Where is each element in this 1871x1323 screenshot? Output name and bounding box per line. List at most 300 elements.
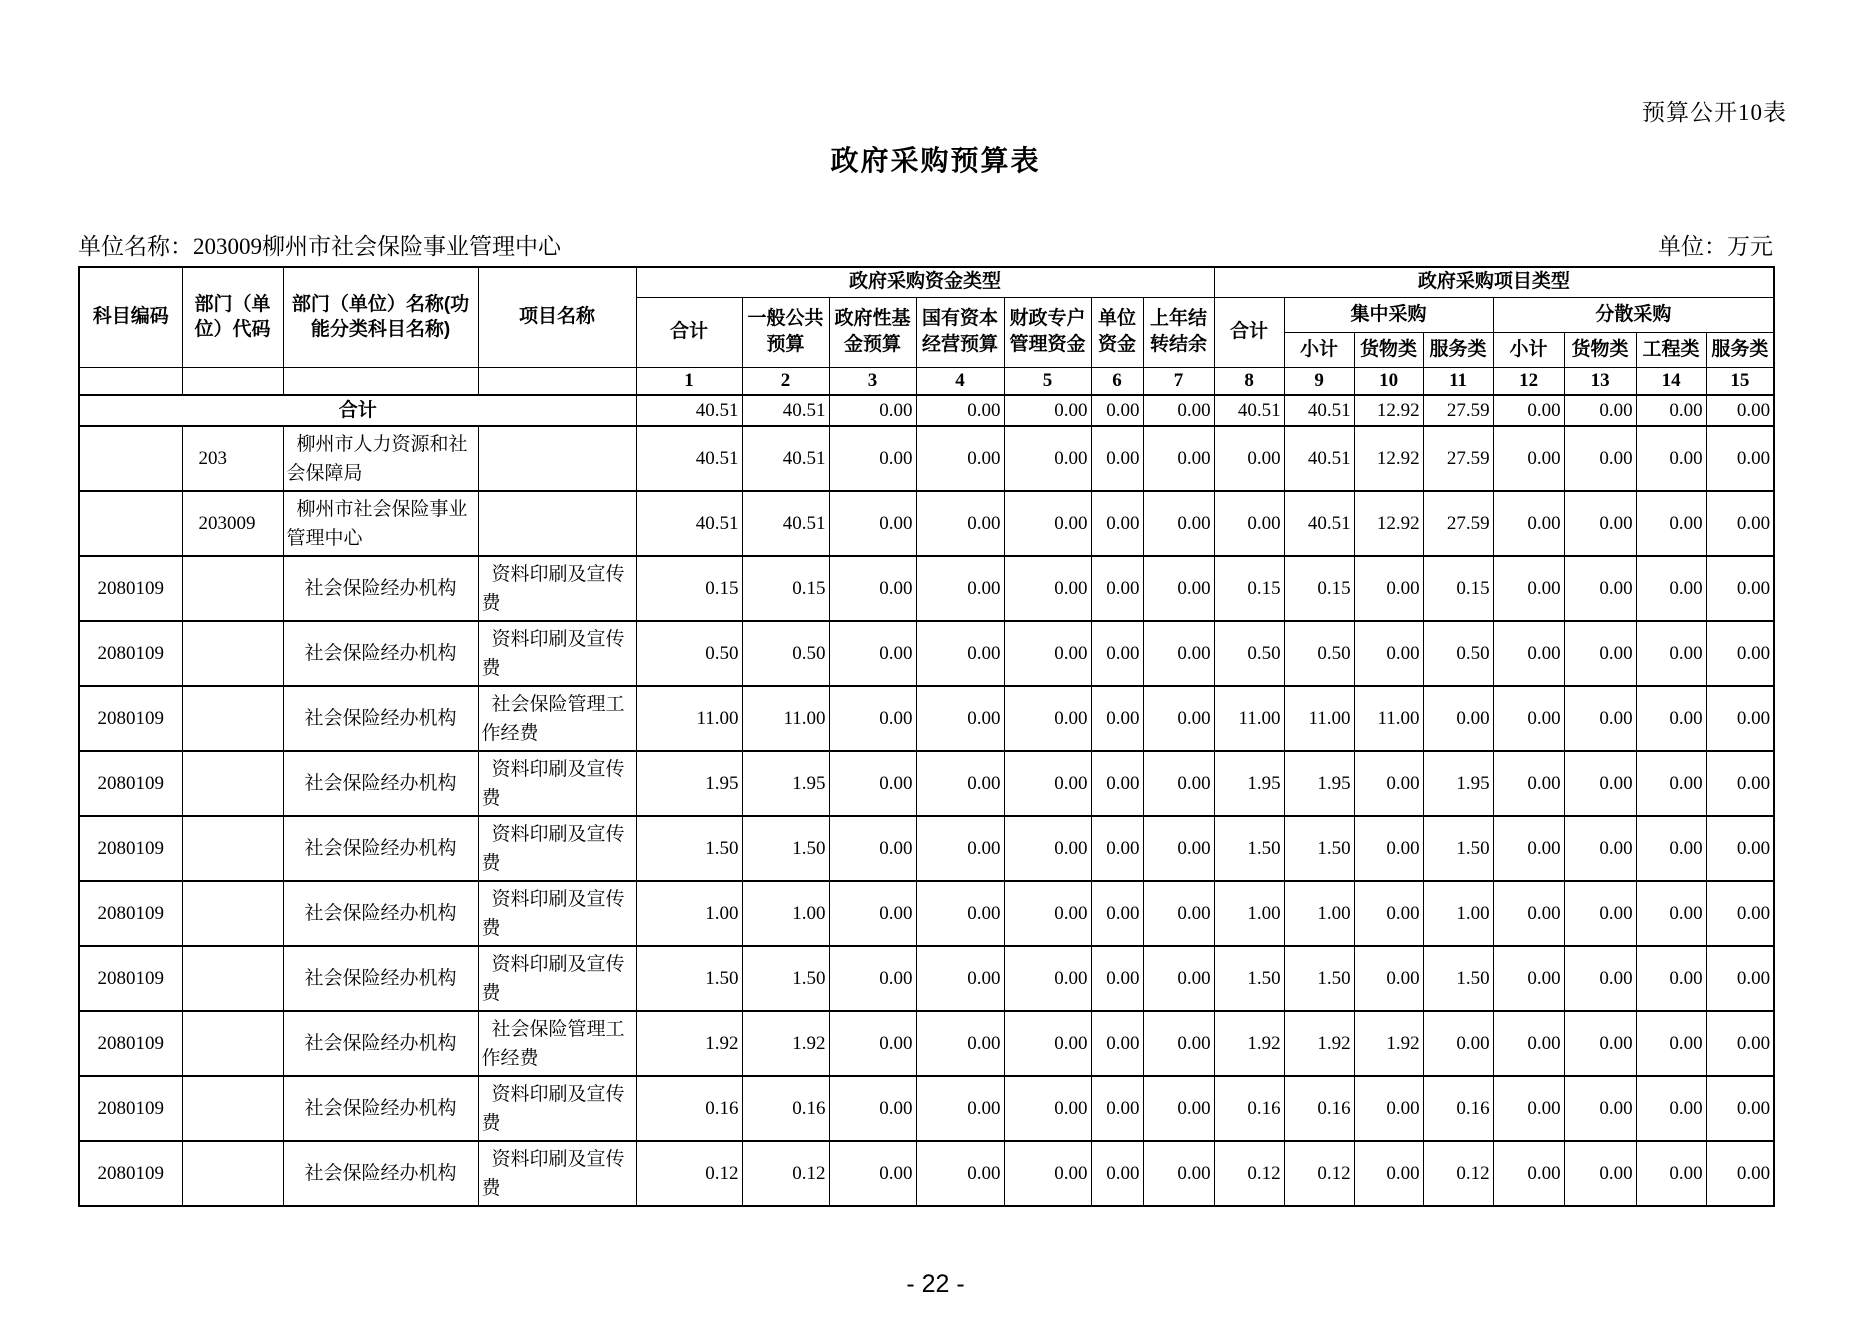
value-cell: 40.51 — [1214, 395, 1284, 426]
value-cell: 1.00 — [1423, 881, 1493, 946]
value-cell: 0.00 — [829, 621, 916, 686]
header-group-decentralized: 分散采购 — [1493, 297, 1774, 332]
value-cell: 0.00 — [1564, 946, 1636, 1011]
value-cell: 40.51 — [1284, 491, 1354, 556]
value-cell: 40.51 — [1284, 426, 1354, 491]
value-cell: 0.00 — [829, 556, 916, 621]
value-cell: 40.51 — [742, 491, 829, 556]
value-cell: 0.00 — [1706, 1076, 1774, 1141]
value-cell: 0.00 — [1091, 946, 1143, 1011]
meta-row — [78, 228, 1773, 261]
unit-name-label: 单位名称：203009柳州市社会保险事业管理中心 — [78, 234, 561, 259]
value-cell: 12.92 — [1354, 426, 1423, 491]
value-cell: 0.00 — [829, 881, 916, 946]
value-cell: 0.00 — [829, 395, 916, 426]
dept-name-cell: 社会保险经办机构 — [283, 686, 478, 751]
dept-code-cell: 203009 — [182, 491, 283, 556]
value-cell: 0.00 — [1564, 751, 1636, 816]
value-cell: 1.95 — [1423, 751, 1493, 816]
value-cell: 1.92 — [1214, 1011, 1284, 1076]
value-cell: 0.00 — [1004, 881, 1091, 946]
column-number: 7 — [1143, 367, 1214, 395]
value-cell: 0.00 — [1564, 1076, 1636, 1141]
value-cell: 0.00 — [1143, 816, 1214, 881]
value-cell: 0.00 — [1493, 621, 1564, 686]
dept-code-cell: 203 — [182, 426, 283, 491]
value-cell: 0.00 — [916, 1141, 1004, 1206]
table-row — [79, 556, 1774, 621]
column-number: 15 — [1706, 367, 1774, 395]
value-cell: 0.00 — [1493, 686, 1564, 751]
value-cell: 27.59 — [1423, 491, 1493, 556]
value-cell: 0.00 — [1493, 426, 1564, 491]
header-subject-code: 科目编码 — [79, 267, 182, 367]
value-cell: 0.00 — [1354, 1076, 1423, 1141]
value-cell: 0.00 — [1706, 426, 1774, 491]
value-cell: 0.00 — [1636, 1011, 1706, 1076]
value-cell: 0.00 — [1143, 946, 1214, 1011]
subject-code-cell: 2080109 — [79, 751, 182, 816]
value-cell: 0.00 — [1004, 556, 1091, 621]
value-cell: 0.00 — [1091, 621, 1143, 686]
header-project-type-total: 合计 — [1214, 297, 1284, 367]
subject-code-cell: 2080109 — [79, 1011, 182, 1076]
value-cell: 0.00 — [916, 946, 1004, 1011]
value-cell: 0.00 — [1091, 1076, 1143, 1141]
header-decentralized-engineering: 工程类 — [1636, 332, 1706, 367]
value-cell: 0.00 — [1636, 686, 1706, 751]
value-cell: 0.00 — [1493, 816, 1564, 881]
dept-code-cell — [182, 686, 283, 751]
column-number-row — [79, 367, 1774, 395]
number-cell-empty — [478, 367, 636, 395]
value-cell: 11.00 — [1354, 686, 1423, 751]
column-number: 11 — [1423, 367, 1493, 395]
table-row — [79, 1011, 1774, 1076]
value-cell: 0.50 — [742, 621, 829, 686]
value-cell: 0.12 — [742, 1141, 829, 1206]
value-cell: 12.92 — [1354, 395, 1423, 426]
value-cell: 0.00 — [829, 1141, 916, 1206]
dept-name-cell: 社会保险经办机构 — [283, 881, 478, 946]
value-cell: 0.00 — [1493, 556, 1564, 621]
value-cell: 1.95 — [1214, 751, 1284, 816]
table-row — [79, 1141, 1774, 1206]
value-cell: 11.00 — [1284, 686, 1354, 751]
value-cell: 0.00 — [1636, 491, 1706, 556]
dept-name-cell: 社会保险经办机构 — [283, 1076, 478, 1141]
header-project-name: 项目名称 — [478, 267, 636, 367]
value-cell: 0.00 — [1354, 621, 1423, 686]
header-centralized-subtotal: 小计 — [1284, 332, 1354, 367]
project-name-cell: 资料印刷及宣传费 — [478, 816, 636, 881]
page-title: 政府采购预算表 — [830, 145, 1041, 176]
value-cell: 0.00 — [916, 751, 1004, 816]
value-cell: 1.00 — [636, 881, 742, 946]
value-cell: 40.51 — [636, 395, 742, 426]
value-cell: 1.50 — [742, 946, 829, 1011]
subject-code-cell: 2080109 — [79, 816, 182, 881]
value-cell: 0.00 — [1091, 426, 1143, 491]
value-cell: 1.50 — [1423, 816, 1493, 881]
value-cell: 0.00 — [916, 556, 1004, 621]
value-cell: 0.00 — [1214, 491, 1284, 556]
value-cell: 0.00 — [1091, 556, 1143, 621]
value-cell: 0.00 — [1564, 621, 1636, 686]
project-name-cell: 资料印刷及宣传费 — [478, 1141, 636, 1206]
value-cell: 0.00 — [1636, 816, 1706, 881]
number-cell-empty — [283, 367, 478, 395]
header-group-fund-type: 政府采购资金类型 — [636, 267, 1214, 297]
value-cell: 0.16 — [636, 1076, 742, 1141]
subject-code-cell — [79, 426, 182, 491]
value-cell: 0.00 — [829, 946, 916, 1011]
value-cell: 0.00 — [829, 751, 916, 816]
value-cell: 1.92 — [742, 1011, 829, 1076]
value-cell: 0.00 — [1423, 1011, 1493, 1076]
value-cell: 1.50 — [1284, 946, 1354, 1011]
value-cell: 0.00 — [1004, 1011, 1091, 1076]
value-cell: 0.15 — [1284, 556, 1354, 621]
value-cell: 11.00 — [742, 686, 829, 751]
value-cell: 1.92 — [1354, 1011, 1423, 1076]
grand-total-row — [79, 395, 1774, 426]
value-cell: 0.00 — [829, 426, 916, 491]
column-number: 8 — [1214, 367, 1284, 395]
value-cell: 0.00 — [1143, 881, 1214, 946]
table-row — [79, 491, 1774, 556]
value-cell: 40.51 — [742, 426, 829, 491]
header-dept-name: 部门（单位）名称(功能分类科目名称) — [283, 267, 478, 367]
value-cell: 1.50 — [636, 946, 742, 1011]
value-cell: 0.00 — [1143, 491, 1214, 556]
value-cell: 0.00 — [1493, 946, 1564, 1011]
value-cell: 0.50 — [1423, 621, 1493, 686]
value-cell: 0.00 — [1493, 1076, 1564, 1141]
table-row — [79, 946, 1774, 1011]
value-cell: 0.00 — [829, 1011, 916, 1076]
value-cell: 0.00 — [916, 491, 1004, 556]
header-group-project-type: 政府采购项目类型 — [1214, 267, 1774, 297]
value-cell: 40.51 — [742, 395, 829, 426]
value-cell: 0.00 — [1564, 556, 1636, 621]
value-cell: 0.00 — [1143, 751, 1214, 816]
dept-name-cell: 柳州市人力资源和社会保障局 — [283, 426, 478, 491]
column-number: 4 — [916, 367, 1004, 395]
value-cell: 0.00 — [1004, 621, 1091, 686]
value-cell: 0.00 — [1091, 686, 1143, 751]
value-cell: 0.00 — [1493, 751, 1564, 816]
header-state-capital-budget: 国有资本经营预算 — [916, 297, 1004, 367]
value-cell: 0.00 — [1354, 816, 1423, 881]
header-group-row — [79, 267, 1774, 297]
value-cell: 0.00 — [1564, 881, 1636, 946]
header-fund-total: 合计 — [636, 297, 742, 367]
table-row — [79, 751, 1774, 816]
value-cell: 0.00 — [1564, 1141, 1636, 1206]
value-cell: 0.00 — [1493, 491, 1564, 556]
value-cell: 1.50 — [1284, 816, 1354, 881]
subject-code-cell: 2080109 — [79, 1141, 182, 1206]
dept-name-cell: 柳州市社会保险事业管理中心 — [283, 491, 478, 556]
project-name-cell: 资料印刷及宣传费 — [478, 946, 636, 1011]
value-cell: 1.00 — [1214, 881, 1284, 946]
grand-total-label: 合计 — [79, 395, 636, 426]
project-name-cell — [478, 491, 636, 556]
header-carryover: 上年结转结余 — [1143, 297, 1214, 367]
project-name-cell: 资料印刷及宣传费 — [478, 556, 636, 621]
value-cell: 0.00 — [1423, 686, 1493, 751]
value-cell: 0.15 — [636, 556, 742, 621]
value-cell: 0.00 — [1004, 816, 1091, 881]
value-cell: 0.16 — [742, 1076, 829, 1141]
header-govt-fund-budget: 政府性基金预算 — [829, 297, 916, 367]
table-row — [79, 426, 1774, 491]
subject-code-cell: 2080109 — [79, 686, 182, 751]
value-cell: 0.12 — [1284, 1141, 1354, 1206]
value-cell: 1.50 — [636, 816, 742, 881]
value-cell: 0.00 — [1004, 491, 1091, 556]
value-cell: 40.51 — [636, 491, 742, 556]
value-cell: 0.00 — [916, 1011, 1004, 1076]
value-cell: 0.50 — [1214, 621, 1284, 686]
value-cell: 11.00 — [636, 686, 742, 751]
number-cell-empty — [79, 367, 182, 395]
value-cell: 1.50 — [742, 816, 829, 881]
value-cell: 11.00 — [1214, 686, 1284, 751]
column-number: 13 — [1564, 367, 1636, 395]
dept-code-cell — [182, 881, 283, 946]
header-decentralized-goods: 货物类 — [1564, 332, 1636, 367]
column-number: 9 — [1284, 367, 1354, 395]
column-number: 1 — [636, 367, 742, 395]
value-cell: 1.95 — [1284, 751, 1354, 816]
header-decentralized-subtotal: 小计 — [1493, 332, 1564, 367]
column-number: 14 — [1636, 367, 1706, 395]
dept-code-cell — [182, 1076, 283, 1141]
value-cell: 0.00 — [1636, 621, 1706, 686]
value-cell: 0.00 — [1091, 751, 1143, 816]
value-cell: 0.00 — [916, 1076, 1004, 1141]
project-name-cell — [478, 426, 636, 491]
value-cell: 0.00 — [916, 816, 1004, 881]
table-row — [79, 881, 1774, 946]
value-cell: 0.12 — [1214, 1141, 1284, 1206]
value-cell: 0.50 — [1284, 621, 1354, 686]
value-cell: 0.00 — [1706, 816, 1774, 881]
value-cell: 0.12 — [1423, 1141, 1493, 1206]
header-unit-funds: 单位资金 — [1091, 297, 1143, 367]
value-cell: 0.00 — [1706, 1141, 1774, 1206]
header-group-centralized: 集中采购 — [1284, 297, 1493, 332]
value-cell: 0.00 — [1354, 1141, 1423, 1206]
value-cell: 1.00 — [1284, 881, 1354, 946]
unit-of-measure-label: 单位：万元 — [1658, 234, 1773, 259]
subject-code-cell: 2080109 — [79, 621, 182, 686]
project-name-cell: 社会保险管理工作经费 — [478, 1011, 636, 1076]
value-cell: 0.00 — [1143, 686, 1214, 751]
value-cell: 0.00 — [1143, 395, 1214, 426]
subject-code-cell: 2080109 — [79, 556, 182, 621]
value-cell: 1.50 — [1214, 816, 1284, 881]
value-cell: 0.00 — [1143, 621, 1214, 686]
value-cell: 0.00 — [1004, 751, 1091, 816]
column-number: 5 — [1004, 367, 1091, 395]
value-cell: 0.00 — [1091, 816, 1143, 881]
value-cell: 0.00 — [1354, 946, 1423, 1011]
value-cell: 0.00 — [1564, 1011, 1636, 1076]
value-cell: 0.00 — [1354, 556, 1423, 621]
value-cell: 0.00 — [1564, 395, 1636, 426]
value-cell: 0.00 — [1636, 946, 1706, 1011]
procurement-budget-table — [78, 266, 1775, 1207]
value-cell: 0.00 — [1636, 1141, 1706, 1206]
value-cell: 0.00 — [1706, 686, 1774, 751]
subject-code-cell: 2080109 — [79, 946, 182, 1011]
header-general-public-budget: 一般公共预算 — [742, 297, 829, 367]
subject-code-cell — [79, 491, 182, 556]
value-cell: 0.00 — [1706, 556, 1774, 621]
dept-code-cell — [182, 946, 283, 1011]
value-cell: 0.00 — [1564, 426, 1636, 491]
value-cell: 0.00 — [1091, 1011, 1143, 1076]
value-cell: 0.00 — [1354, 751, 1423, 816]
value-cell: 0.00 — [1004, 426, 1091, 491]
value-cell: 1.92 — [1284, 1011, 1354, 1076]
dept-name-cell: 社会保险经办机构 — [283, 621, 478, 686]
value-cell: 0.00 — [1706, 881, 1774, 946]
value-cell: 0.00 — [829, 686, 916, 751]
table-body — [79, 395, 1774, 1206]
value-cell: 0.00 — [1706, 946, 1774, 1011]
value-cell: 0.00 — [1706, 491, 1774, 556]
subject-code-cell: 2080109 — [79, 1076, 182, 1141]
dept-name-cell: 社会保险经办机构 — [283, 1141, 478, 1206]
value-cell: 0.00 — [1493, 1141, 1564, 1206]
value-cell: 0.00 — [1636, 426, 1706, 491]
value-cell: 0.16 — [1284, 1076, 1354, 1141]
value-cell: 0.00 — [1004, 395, 1091, 426]
value-cell: 0.00 — [1706, 1011, 1774, 1076]
value-cell: 0.00 — [1004, 686, 1091, 751]
value-cell: 0.00 — [1636, 1076, 1706, 1141]
value-cell: 0.00 — [1004, 1141, 1091, 1206]
header-decentralized-services: 服务类 — [1706, 332, 1774, 367]
value-cell: 0.00 — [1143, 1141, 1214, 1206]
dept-code-cell — [182, 556, 283, 621]
value-cell: 27.59 — [1423, 426, 1493, 491]
value-cell: 0.00 — [1091, 395, 1143, 426]
number-cell-empty — [182, 367, 283, 395]
value-cell: 0.16 — [1423, 1076, 1493, 1141]
value-cell: 0.00 — [1636, 556, 1706, 621]
value-cell: 1.50 — [1214, 946, 1284, 1011]
value-cell: 0.00 — [1004, 946, 1091, 1011]
value-cell: 0.00 — [1493, 395, 1564, 426]
dept-code-cell — [182, 816, 283, 881]
page-number: - 22 - — [906, 1270, 965, 1298]
value-cell: 0.00 — [1493, 881, 1564, 946]
value-cell: 40.51 — [636, 426, 742, 491]
project-name-cell: 社会保险管理工作经费 — [478, 686, 636, 751]
value-cell: 0.12 — [636, 1141, 742, 1206]
value-cell: 27.59 — [1423, 395, 1493, 426]
value-cell: 1.92 — [636, 1011, 742, 1076]
column-number: 10 — [1354, 367, 1423, 395]
table-row — [79, 1076, 1774, 1141]
value-cell: 0.15 — [1214, 556, 1284, 621]
value-cell: 0.50 — [636, 621, 742, 686]
table-sheet-label: 预算公开10表 — [1642, 100, 1787, 125]
dept-code-cell — [182, 751, 283, 816]
value-cell: 0.00 — [1143, 556, 1214, 621]
header-centralized-goods: 货物类 — [1354, 332, 1423, 367]
value-cell: 0.00 — [829, 1076, 916, 1141]
value-cell: 0.00 — [1493, 1011, 1564, 1076]
dept-name-cell: 社会保险经办机构 — [283, 1011, 478, 1076]
table-row — [79, 621, 1774, 686]
value-cell: 0.00 — [1004, 1076, 1091, 1141]
dept-name-cell: 社会保险经办机构 — [283, 816, 478, 881]
value-cell: 0.00 — [1214, 426, 1284, 491]
dept-name-cell: 社会保险经办机构 — [283, 946, 478, 1011]
value-cell: 0.00 — [916, 881, 1004, 946]
value-cell: 0.00 — [829, 816, 916, 881]
column-number: 12 — [1493, 367, 1564, 395]
header-centralized-services: 服务类 — [1423, 332, 1493, 367]
subject-code-cell: 2080109 — [79, 881, 182, 946]
value-cell: 0.00 — [1143, 1076, 1214, 1141]
dept-name-cell: 社会保险经办机构 — [283, 751, 478, 816]
value-cell: 0.00 — [916, 621, 1004, 686]
value-cell: 0.00 — [916, 426, 1004, 491]
table-row — [79, 686, 1774, 751]
value-cell: 0.00 — [1564, 686, 1636, 751]
value-cell: 0.00 — [916, 395, 1004, 426]
value-cell: 0.00 — [1636, 881, 1706, 946]
column-number: 2 — [742, 367, 829, 395]
value-cell: 0.00 — [1706, 395, 1774, 426]
value-cell: 0.00 — [1091, 881, 1143, 946]
value-cell: 0.00 — [1706, 751, 1774, 816]
value-cell: 0.00 — [1636, 395, 1706, 426]
value-cell: 0.15 — [742, 556, 829, 621]
value-cell: 0.15 — [1423, 556, 1493, 621]
dept-code-cell — [182, 1011, 283, 1076]
dept-code-cell — [182, 621, 283, 686]
value-cell: 0.00 — [1564, 491, 1636, 556]
value-cell: 1.50 — [1423, 946, 1493, 1011]
value-cell: 0.00 — [916, 686, 1004, 751]
header-dept-code: 部门（单位）代码 — [182, 267, 283, 367]
value-cell: 0.00 — [829, 491, 916, 556]
project-name-cell: 资料印刷及宣传费 — [478, 1076, 636, 1141]
value-cell: 1.95 — [742, 751, 829, 816]
project-name-cell: 资料印刷及宣传费 — [478, 881, 636, 946]
value-cell: 0.16 — [1214, 1076, 1284, 1141]
dept-code-cell — [182, 1141, 283, 1206]
value-cell: 0.00 — [1636, 751, 1706, 816]
column-number: 3 — [829, 367, 916, 395]
header-fiscal-account-funds: 财政专户管理资金 — [1004, 297, 1091, 367]
value-cell: 1.95 — [636, 751, 742, 816]
value-cell: 12.92 — [1354, 491, 1423, 556]
project-name-cell: 资料印刷及宣传费 — [478, 621, 636, 686]
value-cell: 0.00 — [1091, 1141, 1143, 1206]
value-cell: 0.00 — [1143, 426, 1214, 491]
value-cell: 40.51 — [1284, 395, 1354, 426]
dept-name-cell: 社会保险经办机构 — [283, 556, 478, 621]
